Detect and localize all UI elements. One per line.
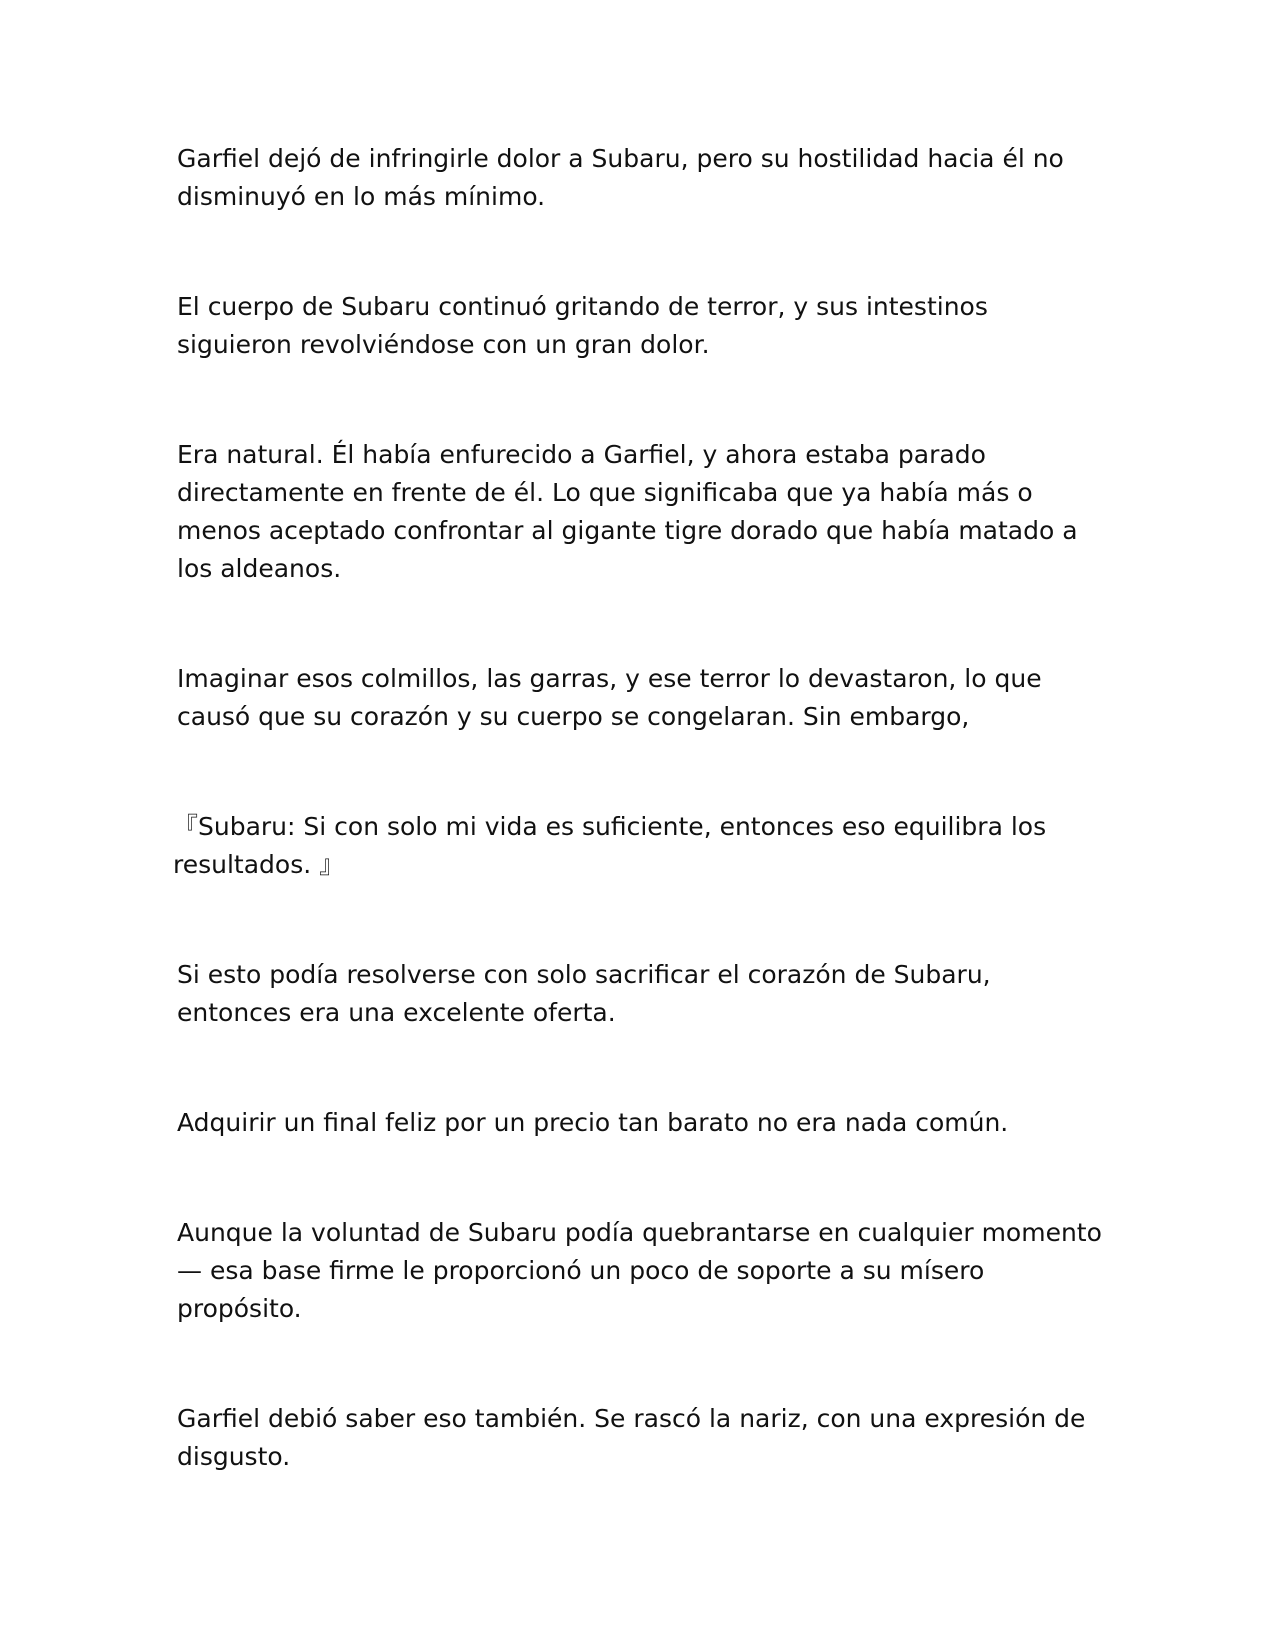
paragraph: Garfiel dejó de infringirle dolor a Subaru, pero su hostilidad hacia él no disminuyó en lo más mínimo. [177, 144, 1064, 211]
paragraph: Era natural. Él había enfurecido a Garfiel, y ahora estaba parado directamente en frente de él. Lo que significaba que ya había más o menos aceptado confrontar al gigante tigre dorado que había matado a los aldeanos. [177, 440, 1078, 583]
paragraph: Imaginar esos colmillos, las garras, y ese terror lo devastaron, lo que causó que su corazón y su cuerpo se congelaran. Sin embargo, [177, 664, 1042, 731]
dialogue-paragraph: 『Subaru: Si con solo mi vida es suficiente, entonces eso equilibra los resultados. 』 [173, 812, 1047, 879]
paragraph: Garfiel debió saber eso también. Se rascó la nariz, con una expresión de disgusto. [177, 1404, 1086, 1471]
text-column [173, 140, 1107, 1548]
paragraph: Adquirir un final feliz por un precio tan barato no era nada común. [177, 1108, 1009, 1137]
paragraph: El cuerpo de Subaru continuó gritando de terror, y sus intestinos siguieron revolviéndose con un gran dolor. [177, 292, 988, 359]
paragraph: Si esto podía resolverse con solo sacrificar el corazón de Subaru, entonces era una excelente oferta. [177, 960, 991, 1027]
paragraph: Aunque la voluntad de Subaru podía quebrantarse en cualquier momento — esa base firme le proporcionó un poco de soporte a su mísero propósito. [177, 1218, 1102, 1323]
